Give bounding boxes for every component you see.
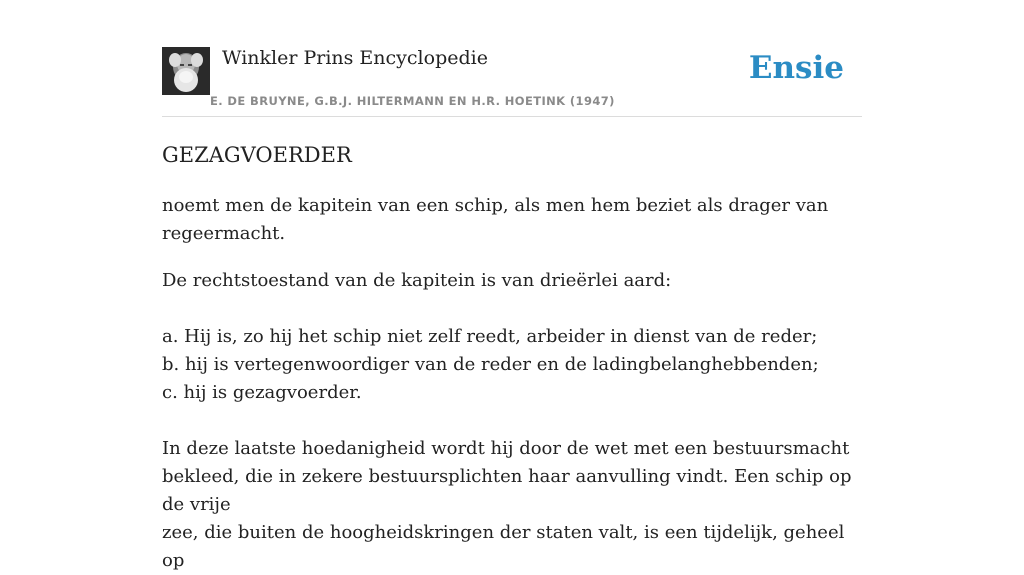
- body-line: bekleed, die in zekere bestuursplichten haar aanvulling vindt. Een schip op de vrije: [162, 466, 852, 515]
- source-authors: E. DE BRUYNE, G.B.J. HILTERMANN EN H.R. HOETINK (1947): [210, 94, 615, 108]
- intro-line: regeermacht.: [162, 223, 286, 244]
- body-line: In deze laatste hoedanigheid wordt hij door de wet met een bestuursmacht: [162, 438, 850, 459]
- intro-paragraph: [162, 192, 872, 248]
- body-line: zee, die buiten de hoogheidskringen der staten valt, is een tijdelijk, geheel op: [162, 522, 845, 571]
- ensie-logo-link[interactable]: Ensie: [748, 50, 844, 86]
- list-item: c. hij is gezagvoerder.: [162, 382, 362, 403]
- list-item: b. hij is vertegenwoordiger van de reder en de ladingbelanghebbenden;: [162, 354, 819, 375]
- article-headword: GEZAGVOERDER: [162, 143, 352, 167]
- source-header: [162, 46, 862, 117]
- article: [162, 140, 872, 575]
- legal-status-paragraph: [162, 267, 872, 575]
- source-title[interactable]: Winkler Prins Encyclopedie: [222, 47, 488, 69]
- status-line: De rechtstoestand van de kapitein is van drieërlei aard:: [162, 270, 672, 291]
- portrait-bearded-man-icon: [162, 47, 210, 95]
- intro-line: noemt men de kapitein van een schip, als men hem beziet als drager van: [162, 195, 829, 216]
- list-item: a. Hij is, zo hij het schip niet zelf reedt, arbeider in dienst van de reder;: [162, 326, 818, 347]
